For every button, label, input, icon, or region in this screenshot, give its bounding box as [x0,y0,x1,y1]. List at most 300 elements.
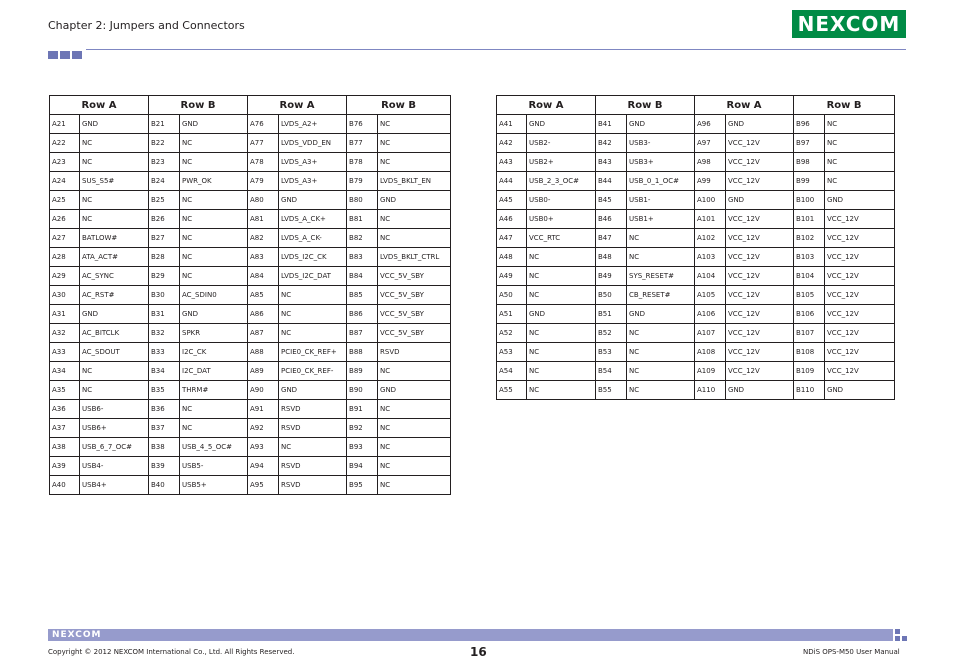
page-number: 16 [470,645,487,659]
pin-signal-cell: I2C_DAT [180,362,248,381]
pin-signal-cell: GND [627,305,695,324]
pin-signal-cell: AC_SDOUT [80,343,149,362]
pin-signal-cell: VCC_12V [726,153,794,172]
pin-number-cell: B33 [149,343,180,362]
pin-signal-cell: VCC_12V [825,324,895,343]
table-row [50,362,451,381]
pin-number-cell: B88 [347,343,378,362]
pin-signal-cell: LVDS_A_CK- [279,229,347,248]
pin-signal-cell: I2C_CK [180,343,248,362]
pin-number-cell: A41 [497,115,527,134]
table-row [497,210,895,229]
pin-number-cell: A99 [695,172,726,191]
pin-signal-cell: VCC_12V [726,210,794,229]
pin-signal-cell: VCC_5V_SBY [378,267,451,286]
header-square [48,51,58,59]
footer-square [902,636,907,641]
table-row [50,324,451,343]
pin-number-cell: B30 [149,286,180,305]
pin-number-cell: A37 [50,419,80,438]
pin-signal-cell: GND [80,115,149,134]
pin-number-cell: A44 [497,172,527,191]
pin-number-cell: B40 [149,476,180,495]
pin-number-cell: A42 [497,134,527,153]
pin-number-cell: B94 [347,457,378,476]
pin-signal-cell: SPKR [180,324,248,343]
pin-signal-cell: USB2- [527,134,596,153]
pin-number-cell: B48 [596,248,627,267]
pin-number-cell: B84 [347,267,378,286]
pin-signal-cell: LVDS_VDD_EN [279,134,347,153]
pin-signal-cell: PCIE0_CK_REF+ [279,343,347,362]
pin-number-cell: A97 [695,134,726,153]
table-row [50,248,451,267]
pin-signal-cell: GND [80,305,149,324]
pin-signal-cell: GND [527,305,596,324]
pin-signal-cell: NC [378,419,451,438]
pin-number-cell: B36 [149,400,180,419]
pin-number-cell: A101 [695,210,726,229]
pin-number-cell: A96 [695,115,726,134]
pin-number-cell: B23 [149,153,180,172]
pin-signal-cell: VCC_5V_SBY [378,286,451,305]
pin-number-cell: B91 [347,400,378,419]
pin-number-cell: B107 [794,324,825,343]
pin-number-cell: B39 [149,457,180,476]
pin-signal-cell: BATLOW# [80,229,149,248]
pin-signal-cell: NC [279,305,347,324]
pin-number-cell: A83 [248,248,279,267]
pin-signal-cell: NC [279,324,347,343]
pin-signal-cell: LVDS_BKLT_CTRL [378,248,451,267]
pin-signal-cell: VCC_12V [825,229,895,248]
table-row [50,457,451,476]
table-row [50,286,451,305]
pin-signal-cell: NC [527,343,596,362]
pin-signal-cell: NC [180,191,248,210]
pin-signal-cell: USB_2_3_OC# [527,172,596,191]
pin-number-cell: B42 [596,134,627,153]
pin-number-cell: B49 [596,267,627,286]
pin-number-cell: B89 [347,362,378,381]
pin-signal-cell: VCC_12V [726,362,794,381]
table-row [50,229,451,248]
pin-number-cell: A30 [50,286,80,305]
pin-signal-cell: NC [378,400,451,419]
pin-signal-cell: NC [527,381,596,400]
pin-signal-cell: GND [378,381,451,400]
pin-signal-cell: USB_0_1_OC# [627,172,695,191]
pin-number-cell: B83 [347,248,378,267]
table-row [50,400,451,419]
column-header: Row A [497,96,596,115]
pin-number-cell: A32 [50,324,80,343]
pin-signal-cell: VCC_12V [726,324,794,343]
pin-signal-cell: LVDS_BKLT_EN [378,172,451,191]
pin-signal-cell: NC [80,134,149,153]
pin-number-cell: A79 [248,172,279,191]
pin-signal-cell: USB_6_7_OC# [80,438,149,457]
pin-number-cell: A92 [248,419,279,438]
pin-signal-cell: PWR_OK [180,172,248,191]
pin-signal-cell: SYS_RESET# [627,267,695,286]
pin-signal-cell: NC [627,343,695,362]
nexcom-logo [792,10,906,38]
pin-number-cell: B99 [794,172,825,191]
pin-number-cell: B44 [596,172,627,191]
pin-number-cell: B50 [596,286,627,305]
pin-number-cell: A46 [497,210,527,229]
pin-number-cell: B97 [794,134,825,153]
pin-number-cell: B41 [596,115,627,134]
pin-number-cell: A50 [497,286,527,305]
pin-number-cell: B85 [347,286,378,305]
pin-number-cell: A107 [695,324,726,343]
pin-signal-cell: NC [825,115,895,134]
pin-number-cell: B102 [794,229,825,248]
pin-number-cell: A49 [497,267,527,286]
column-header: Row A [248,96,347,115]
pin-signal-cell: VCC_12V [825,362,895,381]
pin-number-cell: A82 [248,229,279,248]
pin-number-cell: A23 [50,153,80,172]
table-row [50,172,451,191]
column-header: Row B [149,96,248,115]
pin-number-cell: A47 [497,229,527,248]
pin-number-cell: A27 [50,229,80,248]
pin-signal-cell: NC [527,324,596,343]
pin-signal-cell: NC [527,286,596,305]
manual-title: NDiS OPS-M50 User Manual [803,648,900,656]
pin-signal-cell: VCC_12V [726,248,794,267]
pin-number-cell: B31 [149,305,180,324]
table-row [497,115,895,134]
pin-signal-cell: GND [180,115,248,134]
header-rule [86,49,906,50]
pin-number-cell: B77 [347,134,378,153]
table-row [497,191,895,210]
table-row [497,267,895,286]
table-row [50,153,451,172]
table-row [50,438,451,457]
pin-signal-cell: NC [627,229,695,248]
pin-signal-cell: RSVD [279,476,347,495]
pin-number-cell: B80 [347,191,378,210]
pin-signal-cell: NC [279,286,347,305]
footer-square [895,629,900,634]
pin-number-cell: B32 [149,324,180,343]
pin-number-cell: A105 [695,286,726,305]
pin-number-cell: A110 [695,381,726,400]
pin-number-cell: A22 [50,134,80,153]
pin-number-cell: B81 [347,210,378,229]
header-square [72,51,82,59]
pin-signal-cell: USB3- [627,134,695,153]
pin-signal-cell: GND [726,115,794,134]
pin-signal-cell: NC [825,134,895,153]
pin-number-cell: A100 [695,191,726,210]
pin-number-cell: B29 [149,267,180,286]
pin-signal-cell: RSVD [378,343,451,362]
pin-signal-cell: VCC_12V [726,172,794,191]
pin-signal-cell: USB3+ [627,153,695,172]
pin-number-cell: B45 [596,191,627,210]
table-row [497,153,895,172]
pin-number-cell: B106 [794,305,825,324]
pin-signal-cell: VCC_12V [726,343,794,362]
pin-signal-cell: VCC_RTC [527,229,596,248]
footer-square [895,636,900,641]
table-header-row [50,96,451,115]
pin-number-cell: A106 [695,305,726,324]
pin-signal-cell: USB1+ [627,210,695,229]
pin-number-cell: B37 [149,419,180,438]
pin-signal-cell: CB_RESET# [627,286,695,305]
pin-table-left [49,95,451,495]
pin-number-cell: B47 [596,229,627,248]
pin-signal-cell: AC_BITCLK [80,324,149,343]
pin-number-cell: B101 [794,210,825,229]
table-row [497,324,895,343]
pin-number-cell: A34 [50,362,80,381]
table-row [50,305,451,324]
pin-number-cell: A102 [695,229,726,248]
pin-signal-cell: VCC_12V [825,305,895,324]
pin-signal-cell: ATA_ACT# [80,248,149,267]
pin-signal-cell: GND [378,191,451,210]
pin-signal-cell: NC [527,267,596,286]
pin-signal-cell: NC [378,476,451,495]
pin-number-cell: B105 [794,286,825,305]
pin-signal-cell: VCC_12V [726,286,794,305]
header-square [60,51,70,59]
pin-signal-cell: NC [80,153,149,172]
pin-number-cell: A40 [50,476,80,495]
pin-signal-cell: NC [825,172,895,191]
table-row [497,381,895,400]
pin-signal-cell: USB5- [180,457,248,476]
pin-number-cell: B26 [149,210,180,229]
table-row [497,362,895,381]
pin-number-cell: A31 [50,305,80,324]
pin-number-cell: A24 [50,172,80,191]
pin-number-cell: B21 [149,115,180,134]
pin-signal-cell: USB4+ [80,476,149,495]
pin-signal-cell: RSVD [279,400,347,419]
pin-number-cell: B43 [596,153,627,172]
pin-signal-cell: LVDS_A2+ [279,115,347,134]
table-row [497,134,895,153]
pin-signal-cell: LVDS_A3+ [279,153,347,172]
pin-signal-cell: NC [627,362,695,381]
pin-signal-cell: NC [378,115,451,134]
pin-signal-cell: NC [180,134,248,153]
pin-signal-cell: LVDS_A_CK+ [279,210,347,229]
table-row [50,134,451,153]
pin-signal-cell: USB0+ [527,210,596,229]
pin-number-cell: A77 [248,134,279,153]
pin-number-cell: B100 [794,191,825,210]
pin-number-cell: A80 [248,191,279,210]
pin-number-cell: B92 [347,419,378,438]
pin-signal-cell: NC [80,362,149,381]
pin-number-cell: A95 [248,476,279,495]
pin-number-cell: A55 [497,381,527,400]
pin-number-cell: A90 [248,381,279,400]
pin-number-cell: A87 [248,324,279,343]
pin-signal-cell: AC_SDIN0 [180,286,248,305]
table-row [497,343,895,362]
table-row [50,419,451,438]
pin-signal-cell: GND [180,305,248,324]
pin-number-cell: A54 [497,362,527,381]
pin-signal-cell: PCIE0_CK_REF- [279,362,347,381]
pin-number-cell: A35 [50,381,80,400]
pin-signal-cell: GND [279,191,347,210]
pin-number-cell: A86 [248,305,279,324]
pin-signal-cell: VCC_12V [726,229,794,248]
pin-number-cell: A53 [497,343,527,362]
pin-number-cell: B95 [347,476,378,495]
pin-signal-cell: NC [180,153,248,172]
footer-logo: NEXCOM [52,630,102,640]
pin-signal-cell: VCC_5V_SBY [378,324,451,343]
pin-number-cell: B104 [794,267,825,286]
pin-number-cell: A94 [248,457,279,476]
pin-signal-cell: NC [527,362,596,381]
pin-signal-cell: GND [627,115,695,134]
pin-signal-cell: NC [180,419,248,438]
pin-signal-cell: AC_SYNC [80,267,149,286]
pin-number-cell: B103 [794,248,825,267]
pin-number-cell: B28 [149,248,180,267]
pin-signal-cell: NC [279,438,347,457]
pin-number-cell: A84 [248,267,279,286]
pin-signal-cell: NC [180,229,248,248]
pin-signal-cell: NC [825,153,895,172]
pin-number-cell: B46 [596,210,627,229]
pin-signal-cell: VCC_12V [726,305,794,324]
pin-number-cell: A108 [695,343,726,362]
pin-signal-cell: NC [378,457,451,476]
pin-signal-cell: NC [180,248,248,267]
pin-number-cell: A52 [497,324,527,343]
table-body [50,115,451,495]
pin-number-cell: B76 [347,115,378,134]
pin-signal-cell: NC [180,267,248,286]
pin-number-cell: B79 [347,172,378,191]
pin-signal-cell: VCC_12V [726,267,794,286]
pin-number-cell: A78 [248,153,279,172]
pin-number-cell: A76 [248,115,279,134]
pin-number-cell: A89 [248,362,279,381]
pin-signal-cell: USB1- [627,191,695,210]
pin-number-cell: A26 [50,210,80,229]
pin-number-cell: B98 [794,153,825,172]
pin-number-cell: B27 [149,229,180,248]
pin-signal-cell: LVDS_I2C_CK [279,248,347,267]
pin-number-cell: A28 [50,248,80,267]
pin-signal-cell: LVDS_I2C_DAT [279,267,347,286]
pin-number-cell: A43 [497,153,527,172]
pin-signal-cell: USB6- [80,400,149,419]
pin-signal-cell: NC [627,248,695,267]
pin-number-cell: A109 [695,362,726,381]
pin-number-cell: A33 [50,343,80,362]
logo-text: NEXCOM [797,12,901,36]
table-row [497,172,895,191]
pin-number-cell: A51 [497,305,527,324]
pin-signal-cell: NC [627,381,695,400]
pin-number-cell: B87 [347,324,378,343]
pin-signal-cell: VCC_12V [825,343,895,362]
pin-number-cell: A25 [50,191,80,210]
table-header-row [497,96,895,115]
pin-number-cell: A38 [50,438,80,457]
pin-number-cell: A103 [695,248,726,267]
pin-number-cell: B90 [347,381,378,400]
table-row [50,115,451,134]
pin-signal-cell: GND [527,115,596,134]
pin-signal-cell: USB6+ [80,419,149,438]
table-row [497,305,895,324]
pin-signal-cell: AC_RST# [80,286,149,305]
pin-number-cell: B25 [149,191,180,210]
pin-signal-cell: GND [726,381,794,400]
chapter-title: Chapter 2: Jumpers and Connectors [48,19,245,32]
pin-number-cell: B38 [149,438,180,457]
pin-signal-cell: NC [627,324,695,343]
pin-number-cell: B82 [347,229,378,248]
pin-number-cell: B93 [347,438,378,457]
pin-signal-cell: NC [378,362,451,381]
pin-signal-cell: VCC_12V [825,286,895,305]
table-row [50,210,451,229]
pin-number-cell: B22 [149,134,180,153]
pin-number-cell: B51 [596,305,627,324]
pin-table-right [496,95,895,400]
pin-number-cell: B108 [794,343,825,362]
table-body [497,115,895,400]
table-row [497,229,895,248]
table-row [50,191,451,210]
pin-signal-cell: VCC_12V [825,248,895,267]
pin-signal-cell: NC [378,438,451,457]
pin-number-cell: A48 [497,248,527,267]
pin-number-cell: B109 [794,362,825,381]
pin-number-cell: B35 [149,381,180,400]
table-row [50,381,451,400]
pin-signal-cell: USB0- [527,191,596,210]
pin-signal-cell: NC [378,153,451,172]
pin-signal-cell: VCC_12V [726,134,794,153]
pin-signal-cell: VCC_12V [825,210,895,229]
pin-signal-cell: NC [80,210,149,229]
pin-number-cell: B96 [794,115,825,134]
pin-signal-cell: VCC_12V [825,267,895,286]
column-header: Row B [794,96,895,115]
pin-signal-cell: GND [726,191,794,210]
table-row [50,267,451,286]
copyright-text: Copyright © 2012 NEXCOM International Co., Ltd. All Rights Reserved. [48,648,295,656]
pin-signal-cell: NC [180,210,248,229]
pin-number-cell: B34 [149,362,180,381]
pin-number-cell: A36 [50,400,80,419]
pin-number-cell: B54 [596,362,627,381]
pin-signal-cell: NC [378,134,451,153]
pin-signal-cell: LVDS_A3+ [279,172,347,191]
pin-signal-cell: NC [180,400,248,419]
